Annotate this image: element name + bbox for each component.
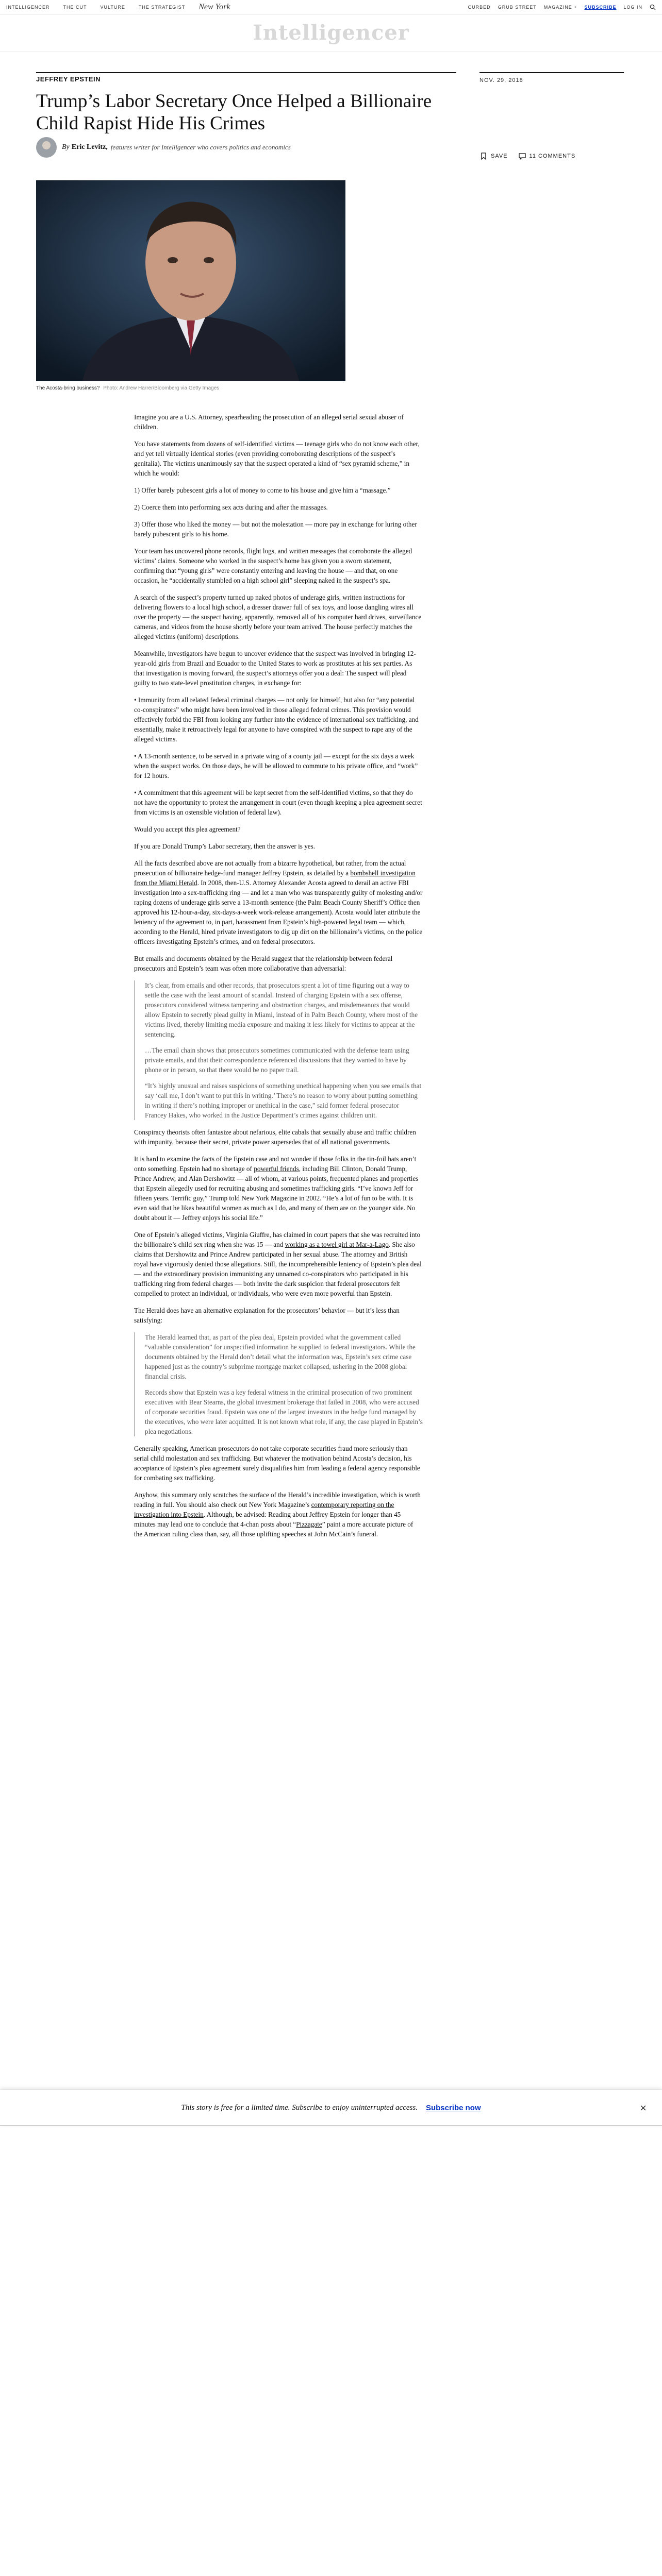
paragraph: Meanwhile, investigators have begun to uncover evidence that the suspect was involved in bringing 12-year-old girls from Brazil and Ecuador to the United States to work as prostitutes at his sex parties. As that investigation is moving forward, the suspect’s attorneys offer you a deal: The suspect will plead guilty to two state-level prostitution charges, in exchange for: xyxy=(134,650,416,687)
publish-date: NOV. 29, 2018 xyxy=(479,77,523,83)
nav-the-cut[interactable]: THE CUT xyxy=(63,4,87,10)
byline-by: By xyxy=(62,143,70,151)
bookmark-icon xyxy=(479,152,488,160)
paragraph: You have statements from dozens of self-identified victims — teenage girls who do not know each other, and yet tell virtually identical stories (even providing corroborating descriptions of the suspect’s genitalia). The victims unanimously say that the suspect operated a kind of “sex pyramid scheme,” in which he would: xyxy=(134,440,420,477)
paragraph: 3) Offer those who liked the money — but not the molestation — more pay in exchange for luring other barely pubescent girls to his home. xyxy=(134,520,417,538)
mar-a-lago-link[interactable]: working as a towel girl at Mar-a-Lago xyxy=(285,1241,389,1248)
nav-the-strategist[interactable]: THE STRATEGIST xyxy=(138,4,186,10)
subscribe-link[interactable]: SUBSCRIBE xyxy=(584,4,617,10)
text-run: One of Epstein’s alleged victims, Virginia Giuffre, has claimed in court papers that she was recruited into the billionaire’s child sex ring when she was 15 — and xyxy=(134,1231,421,1248)
nav-grub-street[interactable]: GRUB STREET xyxy=(498,4,537,10)
author-bio: features writer for Intelligencer who covers politics and economics xyxy=(110,143,291,151)
section-label[interactable]: JEFFREY EPSTEIN xyxy=(36,75,101,83)
save-label: SAVE xyxy=(491,153,508,159)
subscribe-banner-text: This story is free for a limited time. Subscribe to enjoy uninterrupted access. xyxy=(181,2103,418,2112)
miami-herald-link[interactable]: bombshell investigation from the Miami Herald xyxy=(134,869,416,887)
quote-paragraph: The Herald learned that, as part of the plea deal, Epstein provided what the government called “valuable consideration” for unspecified information he supplied to federal investigators. While the documents obtained by the Herald don’t detail what the information was, Epstein’s sex crime case happened just as the country’s subprime mortgage market collapsed, ushering in the 2008 global financial crisis. xyxy=(145,1333,416,1380)
search-icon[interactable] xyxy=(650,4,656,10)
author-avatar xyxy=(36,137,57,158)
paragraph: Your team has uncovered phone records, flight logs, and written messages that corroborate the alleged victims’ claims. Someone who worked in the suspect’s home has given you a sworn statement, confirming that “young girls” were constantly entering and leaving the house — and that, on one occasion, he “accidentally stumbled on a high school girl” sleeping naked in the suspect’s spa. xyxy=(134,547,412,584)
paragraph: But emails and documents obtained by the Herald suggest that the relationship between federal prosecutors and Epstein’s team was often more collaborative than adversarial: xyxy=(134,955,393,972)
text-run: ” paint a more accurate picture of the American ruling class than, say, all those uplifting speeches at John McCain’s funeral. xyxy=(134,1520,413,1538)
photo-caption xyxy=(36,385,345,391)
text-run: Anyhow, this summary only scratches the surface of the Herald’s incredible investigation, which is worth reading in full. You should also check out New York Magazine’s xyxy=(134,1491,421,1509)
quote-paragraph: Records show that Epstein was a key federal witness in the criminal prosecution of two prominent executives with Bear Stearns, the global investment brokerage that failed in 2008, who were accused of corporate securities fraud. Epstein was one of the largest investors in the hedge fund managed by the executives, who were later acquitted. It is not known what role, if any, the case played in Epstein’s plea negotiations. xyxy=(145,1388,423,1435)
lead-photo xyxy=(36,180,345,381)
caption-text: The Acosta-bring business? xyxy=(36,385,100,391)
paragraph: Imagine you are a U.S. Attorney, spearheading the prosecution of an alleged serial sexual abuser of children. xyxy=(134,413,404,431)
text-run: . Although, be advised: Reading about Jeffrey Epstein for longer than 45 minutes may lead one to conclude that 4-chan posts about “ xyxy=(134,1511,401,1528)
article-body xyxy=(134,412,423,1546)
header-rule xyxy=(36,72,456,73)
powerful-friends-link[interactable]: powerful friends xyxy=(254,1165,299,1173)
paragraph xyxy=(134,858,423,946)
paragraph: Conspiracy theorists often fantasize about nefarious, elite cabals that sexually abuse and traffic children with impunity, because their secret, private power supersedes that of all national governments. xyxy=(134,1128,416,1146)
quote-paragraph: It’s clear, from emails and other records, that prosecutors spent a lot of time figuring out a way to settle the case with the least amount of scandal. Instead of charging Epstein with a sex offense, prosecutors considered witness tampering and obstruction charges, and misdemeanors that would allow Epstein to secretly plead guilty in Miami, instead of in Palm Beach County, where most of the victims lived, thereby limiting media exposure and making it less likely for victims to appear at the sentencing. xyxy=(145,981,418,1038)
nav-right xyxy=(468,4,656,10)
subscribe-banner xyxy=(0,2090,662,2126)
paragraph: • A 13-month sentence, to be served in a private wing of a county jail — except for the six days a week when the suspect works. On those days, he will be allowed to commute to his private office, and “work” for 12 hours. xyxy=(134,752,418,779)
subscribe-now-button[interactable]: Subscribe now xyxy=(425,2103,481,2112)
text-run: . She also claims that Dershowitz and Prince Andrew participated in her sexual abuse. The attorney and British royal have vigorously denied those allegations. Still, the incomprehensible leniency of Epstein’s plea deal — and the extraordinary provision immunizing any unnamed co-conspirators who participated in his trafficking ring from federal charges — both invite the dark suspicion that federal prosecutors felt compelled to protect an individual, or individuals, who were even more powerful than Epstein. xyxy=(134,1241,422,1297)
article-headline: Trump’s Labor Secretary Once Helped a Billionaire Child Rapist Hide His Crimes xyxy=(36,91,432,134)
blockquote xyxy=(134,1332,423,1436)
quote-paragraph: …The email chain shows that prosecutors sometimes communicated with the defense team using private emails, and that their correspondence referenced discussions that they wanted to have by phone or in person, so that there would be no paper trail. xyxy=(145,1046,409,1074)
text-run: , including Bill Clinton, Donald Trump, Prince Andrew, and Alan Dershowitz — all of whom, at various points, frequented planes and properties that Epstein allegedly used for recruiting abusing and sometimes trafficking girls. “I’ve known Jeff for fifteen years. Terrific guy,” Trump told New York Magazine in 2002. “He’s a lot of fun to be with. It is even said that he likes beautiful women as much as I do, and many of them are on the younger side. No doubt about it — Jeffrey enjoys his social life.” xyxy=(134,1165,419,1222)
paragraph xyxy=(134,1230,423,1298)
new-york-logo[interactable]: New York xyxy=(198,2,230,11)
paragraph xyxy=(134,1490,423,1539)
photo-credit: Photo: Andrew Harrer/Bloomberg via Getty Images xyxy=(103,385,220,391)
comments-label: 11 COMMENTS xyxy=(529,153,576,159)
login-link[interactable]: LOG IN xyxy=(623,4,642,10)
meta-column xyxy=(479,72,624,83)
intelligencer-logo[interactable]: Intelligencer xyxy=(253,21,409,45)
nav-magazine[interactable]: MAGAZINE + xyxy=(543,4,577,10)
nav-curbed[interactable]: CURBED xyxy=(468,4,491,10)
masthead xyxy=(0,21,662,52)
text-run: All the facts described above are not actually from a bizarre hypothetical, but rather, from the actual prosecution of billionaire hedge-fund manager Jeffrey Epstein, as detailed by a xyxy=(134,859,406,877)
byline xyxy=(36,137,291,158)
pizzagate-link[interactable]: Pizzagate xyxy=(296,1520,322,1528)
text-run: . In 2008, then-U.S. Attorney Alexander Acosta agreed to derail an active FBI investigation into a sex-trafficking ring — and let a man who was transparently guilty of molesting and/or raping dozens of underage girls serve a 13-month sentence (the Palm Beach County Sheriff’s Office then approved his 12-hour-a-day, six-days-a-week work-release arrangement). Acosta would later attribute the leniency of the agreement to, in part, harassment from Epstein’s high-powered legal team — which, according to the Herald, hired private investigators to dig up dirt on the billionaire’s victims, on the police officers investigating Epstein’s crimes, and on federal prosecutors. xyxy=(134,879,423,945)
blockquote xyxy=(134,980,423,1120)
text-run: It is hard to examine the facts of the Epstein case and not wonder if those folks in the tin-foil hats aren’t onto something. Epstein had no shortage of xyxy=(134,1155,417,1173)
paragraph: • Immunity from all related federal criminal charges — not only for himself, but also for “any potential co-conspirators” who might have been involved in those alleged federal crimes. This provision would effectively forbid the FBI from looking any further into the evidence of international sex trafficking, and essentially, make it retroactively legal for anyone to have conspired with the suspect to rape any of the alleged victims. xyxy=(134,696,419,743)
article-actions xyxy=(479,152,586,160)
close-icon[interactable]: × xyxy=(640,2102,647,2114)
paragraph: 2) Coerce them into performing sex acts during and after the massages. xyxy=(134,503,328,511)
paragraph: Would you accept this plea agreement? xyxy=(134,825,241,833)
paragraph: If you are Donald Trump’s Labor secretary, then the answer is yes. xyxy=(134,842,316,850)
paragraph: • A commitment that this agreement will be kept secret from the self-identified victims, so that they do not have the opportunity to protest the arrangement in court (even though keeping a plea agreement secret from victims is an ostensible violation of federal law). xyxy=(134,789,422,816)
author-name[interactable]: Eric Levitz, xyxy=(71,143,108,151)
paragraph xyxy=(134,1154,423,1223)
contemporary-reporting-link[interactable]: contemporary reporting on the investigation into Epstein xyxy=(134,1501,394,1518)
paragraph: A search of the suspect’s property turned up naked photos of underage girls, written instructions for delivering flowers to a local high school, a dresser drawer full of sex toys, and loose dangling wires all over the property — the suspect having, apparently, removed all of his computer hard drives, surveillance cameras, and videos from the house shortly before your team arrived. The house perfectly matches the alleged victims (uniform) descriptions. xyxy=(134,594,422,640)
comment-icon xyxy=(518,152,526,160)
quote-paragraph: “It’s highly unusual and raises suspicions of something unethical happening when you see emails that say ‘call me, I don’t want to put this in writing.’ There’s no reason to worry about putting something in writing if there’s nothing improper or unethical in the case,” said former federal prosecutor Francey Hakes, who worked in the Justice Department’s crimes against children unit. xyxy=(145,1082,422,1119)
nav-vulture[interactable]: VULTURE xyxy=(100,4,125,10)
portrait-illustration xyxy=(36,180,345,381)
comments-link[interactable] xyxy=(518,152,576,160)
paragraph: The Herald does have an alternative explanation for the prosecutors’ behavior — but it’s less than satisfying: xyxy=(134,1307,400,1324)
top-nav xyxy=(0,0,662,14)
nav-intelligencer[interactable]: INTELLIGENCER xyxy=(6,4,50,10)
save-button[interactable] xyxy=(479,152,508,160)
paragraph: Generally speaking, American prosecutors do not take corporate securities fraud more seriously than serial child molestation and sex trafficking. But whatever the motivation behind Acosta’s decision, his acceptance of Epstein’s plea agreement surely disqualifies him from leading a federal agency responsible for combating sex trafficking. xyxy=(134,1445,420,1482)
paragraph: 1) Offer barely pubescent girls a lot of money to come to his house and give him a “massage.” xyxy=(134,486,391,494)
